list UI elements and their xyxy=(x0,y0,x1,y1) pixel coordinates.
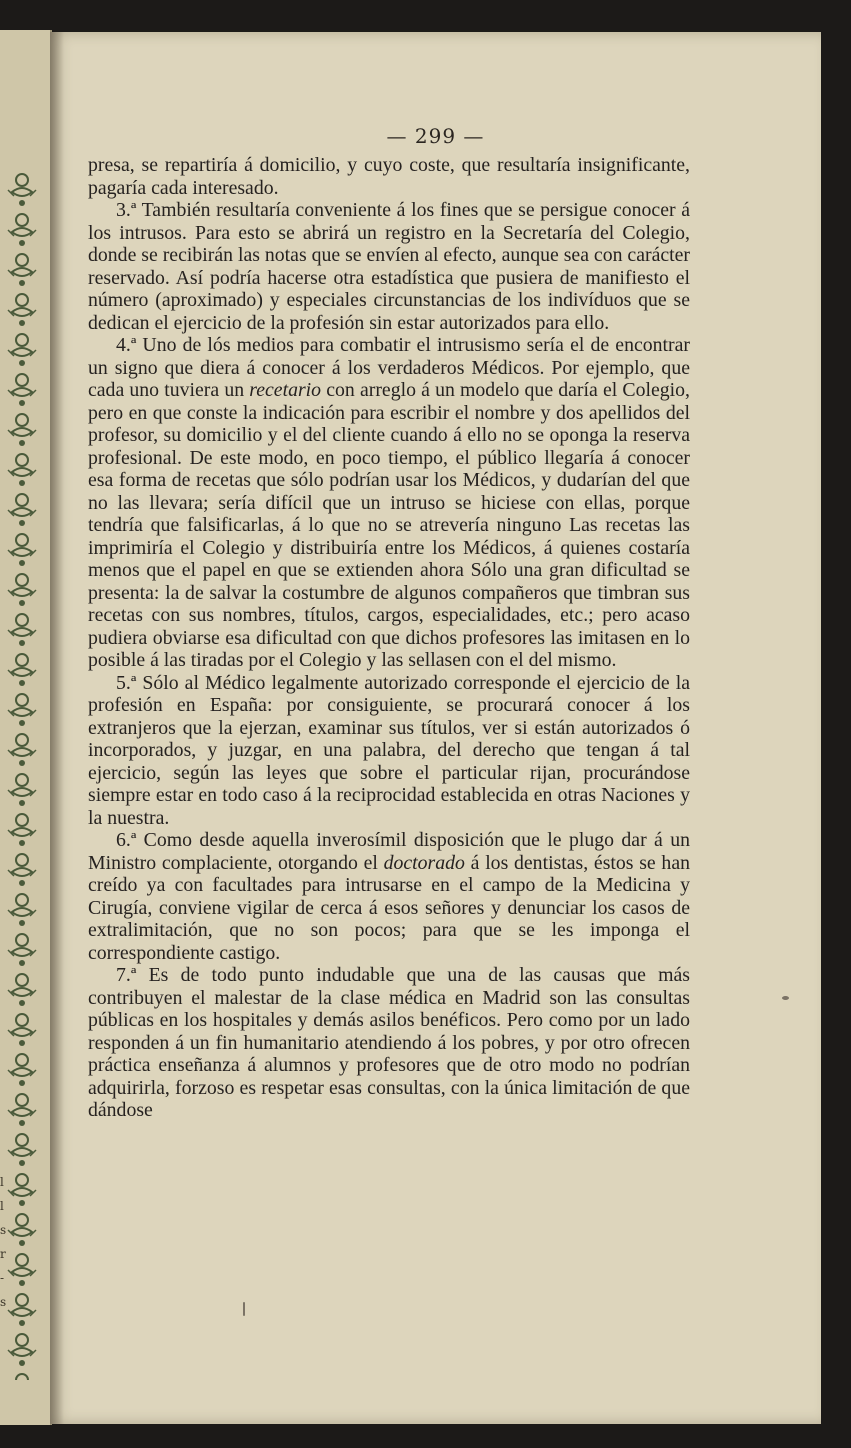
item-label: 4.ª xyxy=(116,334,137,356)
paragraph-5 xyxy=(88,672,690,830)
paragraph-continuation xyxy=(88,154,690,199)
paragraph-text: Como desde aquella inverosímil disposición que le plugo dar á un Ministro complaciente, otorgando el xyxy=(88,829,690,874)
item-label: 3.ª xyxy=(116,199,137,221)
paragraph-6 xyxy=(88,829,690,964)
previous-page-text-fragments xyxy=(0,930,8,1314)
paragraph-text: Sólo al Médico legalmente autorizado corresponde el ejercicio de la profesión en España: por consiguiente, se procurará conocer á los extranjeros que la ejerzan, examinar sus títulos, ver si están autorizados ó incorporados, y juzgar, en una palabra, del derecho que tengan á tal ejercicio, según las leyes que sobre el particular rijan, procurándose siempre estar en todo caso á la reciprocidad establecida en otras Naciones y la nuestra. xyxy=(88,671,690,829)
fragment-char: r xyxy=(0,1247,6,1261)
fragment-char: - xyxy=(0,1271,5,1285)
paper-speck xyxy=(782,996,789,1000)
emphasis-text: recetario xyxy=(249,379,322,401)
emphasis-text: doctorado xyxy=(383,851,465,874)
paragraph-4 xyxy=(88,334,690,672)
paragraph-text: presa, se repartiría á domicilio, y cuyo coste, que resultaría insignificante, pagaría cada interesado. xyxy=(88,154,690,199)
fragment-char: l xyxy=(0,1175,4,1189)
page-number: — 299 — xyxy=(386,124,485,148)
fragment-char: s xyxy=(0,1223,7,1237)
paragraph-text: También resultaría conveniente á los fines que se persigue conocer á los intrusos. Para esto se abrirá un registro en la Secretaría del Colegio, donde se recibirán las notas que se envíen al efecto, aunque sea con carácter reservado. Así podría hacerse otra estadística que pusiera de manifiesto el número (aproximado) y especiales circunstancias de los indivíduos que se dedican el ejercicio de la profesión sin estar autorizados para ello. xyxy=(88,199,690,334)
decorative-border-ornament xyxy=(4,170,40,1380)
item-label: 6.ª xyxy=(116,829,137,851)
paragraph-text: Uno de lós medios para combatir el intrusismo sería el de encontrar un signo que diera á conocer á los verdaderos Médicos. Por ejemplo, que cada uno tuviera un xyxy=(88,334,690,401)
fragment-char: l xyxy=(0,1199,4,1213)
paragraph-3 xyxy=(88,199,690,334)
fragment-char: s xyxy=(0,1295,7,1309)
item-label: 5.ª xyxy=(116,671,137,694)
book-page xyxy=(50,32,821,1424)
paragraph-text: Es de todo punto indudable que una de las causas que más contribuyen el malestar de la clase médica en Madrid son las consultas públicas en los hospitales y demás asilos benéficos. Pero como por un lado responden á un fin humanitario atendiendo á los pobres, y por otro ofrecen práctica enseñanza á alumnos y profesores que de otro modo no podrían adquirirla, forzoso es respetar esas consultas, con la única limitación de que dándose xyxy=(88,964,690,1121)
spine-shadow xyxy=(50,32,64,1424)
paragraph-text: á los dentistas, éstos se han creído ya con facultades para intrusarse en el campo de la Medicina y Cirugía, conviene vigilar de cerca á esos señores y denunciar los casos de extralimitación, que no son pocos; para que se les imponga el correspondiente castigo. xyxy=(88,851,690,964)
paper-speck xyxy=(243,1302,245,1316)
paragraph-7 xyxy=(88,964,690,1122)
body-text xyxy=(88,154,690,1122)
previous-page-edge xyxy=(0,30,52,1425)
paragraph-text: con arreglo á un modelo que daría el Colegio, pero en que conste la indicación para escribir el nombre y dos apellidos del profesor, su domicilio y el del cliente cuando á ello no se oponga la reserva profesional. De este modo, en poco tiempo, el público llegaría á conocer esa forma de recetas que sólo podrían usar los Médicos, y dudarían del que no las llevara; sería difícil que un intruso se hiciese con ellas, porque tendría que falsificarlas, á lo que no se atrevería ninguno Las recetas las imprimiría el Colegio y distribuiría entre los Médicos, á quienes costaría menos que el papel en que se extienden ahora Sólo una gran dificultad se presenta: la de salvar la costumbre de algunos compañeros que timbran sus recetas con sus nombres, títulos, cargos, especialidades, etc.; pero acaso pudiera obviarse esa dificultad con que dichos profesores las imitasen en lo posible á las tiradas por el Colegio y las sellasen con el del mismo. xyxy=(88,379,690,671)
item-label: 7.ª xyxy=(116,964,137,986)
